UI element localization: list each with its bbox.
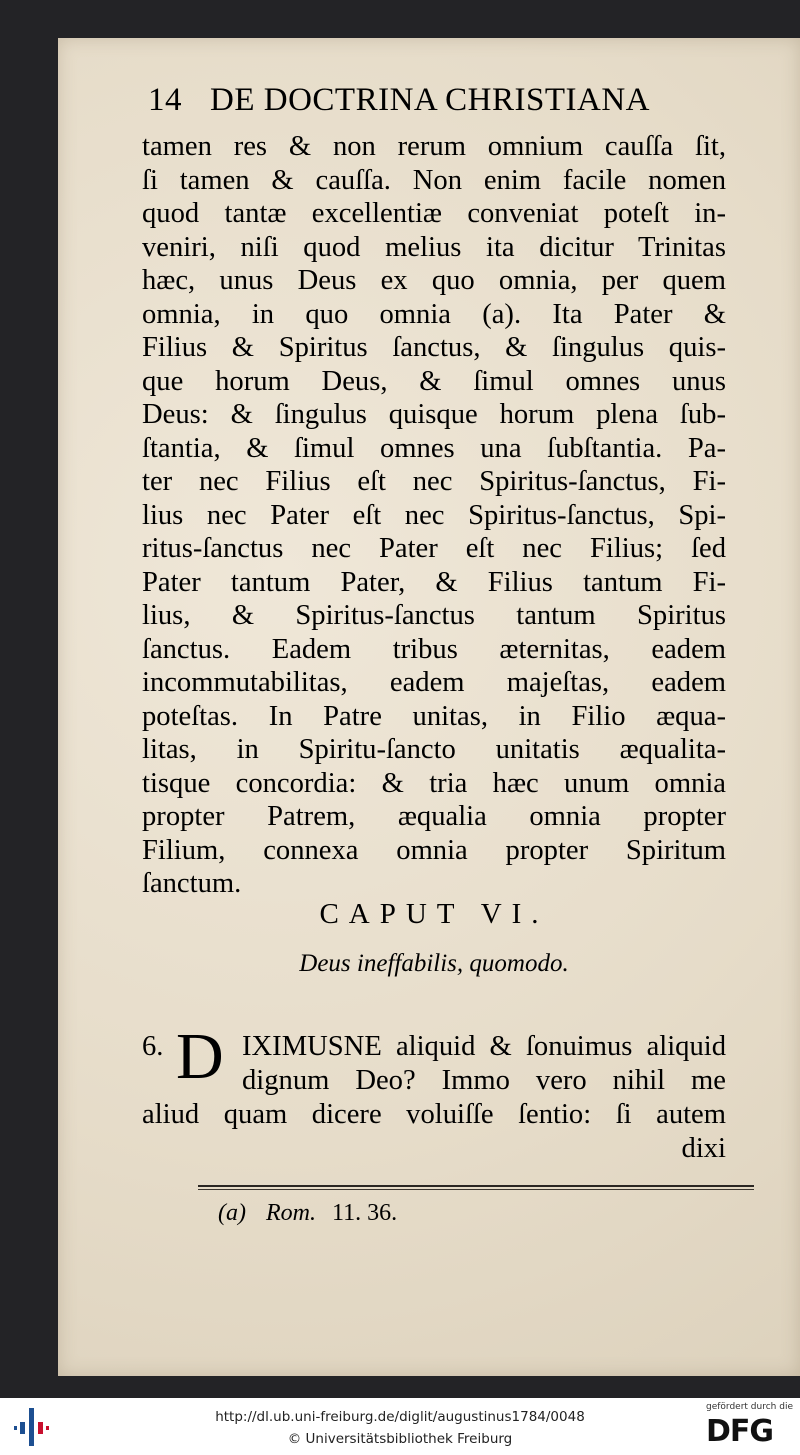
text-line: quod tantæ excellentiæ conveniat poteſt in- bbox=[142, 198, 726, 229]
dfg-logo[interactable]: DFG bbox=[706, 1414, 774, 1449]
funding-note: gefördert durch die bbox=[706, 1402, 793, 1412]
text-line: poteſtas. In Patre unitas, in Filio æqua- bbox=[142, 700, 726, 732]
text-line: ritus-ſanctus nec Pater eſt nec Filius; ſed bbox=[142, 533, 726, 564]
running-header bbox=[148, 82, 748, 119]
paragraph-line-2: dignum Deo? Immo vero nihil me bbox=[242, 1065, 726, 1096]
copyright-text: © Universitätsbibliothek Freiburg bbox=[287, 1431, 513, 1447]
text-line: omnia, in quo omnia (a). Ita Pater & bbox=[142, 298, 726, 330]
text-line: que horum Deus, & ſimul omnes unus bbox=[142, 365, 726, 397]
text-line: ſanctus. Eadem tribus æternitas, eadem bbox=[142, 633, 726, 665]
footnote-marker: (a) bbox=[218, 1200, 246, 1226]
text-line: hæc, unus Deus ex quo omnia, per quem bbox=[142, 265, 726, 296]
footnote-rule bbox=[198, 1185, 754, 1187]
line-1-rest: aliquid & ſonuimus aliquid bbox=[381, 1031, 726, 1062]
chapter-heading: CAPUT VI. bbox=[319, 898, 549, 930]
body-text bbox=[142, 130, 726, 901]
text-line: Pater tantum Pater, & Filius tantum Fi- bbox=[142, 566, 726, 598]
footnote-rule-thin bbox=[198, 1189, 754, 1190]
text-line: litas, in Spiritu-ſancto unitatis æqualita- bbox=[142, 734, 726, 765]
smallcaps-word: IXIMUSNE bbox=[242, 1031, 382, 1062]
text-line: propter Patrem, æqualia omnia propter bbox=[142, 801, 726, 832]
text-line: Deus: & ſingulus quisque horum plena ſub- bbox=[142, 399, 726, 430]
drop-capital: D bbox=[176, 1020, 224, 1093]
catchword: dixi bbox=[681, 1133, 726, 1164]
text-line: tisque concordia: & tria hæc unum omnia bbox=[142, 767, 726, 799]
paragraph-line-3: aliud quam dicere voluiſſe ſentio: ſi autem bbox=[142, 1099, 726, 1130]
chapter-subtitle: Deus ineffabilis, quomodo. bbox=[299, 950, 569, 977]
text-line: incommutabilitas, eadem majeſtas, eadem bbox=[142, 667, 726, 698]
text-line: Filius & Spiritus ſanctus, & ſingulus quis- bbox=[142, 332, 726, 363]
text-line: lius nec Pater eſt nec Spiritus-ſanctus, Spi- bbox=[142, 499, 726, 531]
text-line: ſanctum. bbox=[142, 868, 242, 899]
footnote bbox=[218, 1200, 397, 1227]
footnote-reference: Rom. bbox=[265, 1200, 316, 1226]
text-line: lius, & Spiritus-ſanctus tantum Spiritus bbox=[142, 600, 726, 631]
page-number: 14 bbox=[148, 82, 182, 118]
text-line: veniri, niſi quod melius ita dicitur Trinitas bbox=[142, 231, 726, 263]
footnote-numbers: 11. 36. bbox=[331, 1200, 398, 1226]
running-title: DE DOCTRINA CHRISTIANA bbox=[210, 82, 650, 118]
source-url-link[interactable]: http://dl.ub.uni-freiburg.de/diglit/augustinus1784/0048 bbox=[215, 1409, 585, 1425]
text-line: Filium, connexa omnia propter Spiritum bbox=[142, 834, 726, 866]
text-line: ſi tamen & cauſſa. Non enim facile nomen bbox=[142, 164, 726, 196]
paragraph-line-1 bbox=[242, 1030, 726, 1064]
text-line: ter nec Filius eſt nec Spiritus-ſanctus, Fi- bbox=[142, 466, 726, 497]
text-line: ſtantia, & ſimul omnes una ſubſtantia. Pa- bbox=[142, 432, 726, 464]
footer-bar bbox=[0, 1398, 800, 1455]
text-line: tamen res & non rerum omnium cauſſa ſit, bbox=[142, 131, 726, 162]
paragraph-number: 6. bbox=[142, 1031, 164, 1062]
